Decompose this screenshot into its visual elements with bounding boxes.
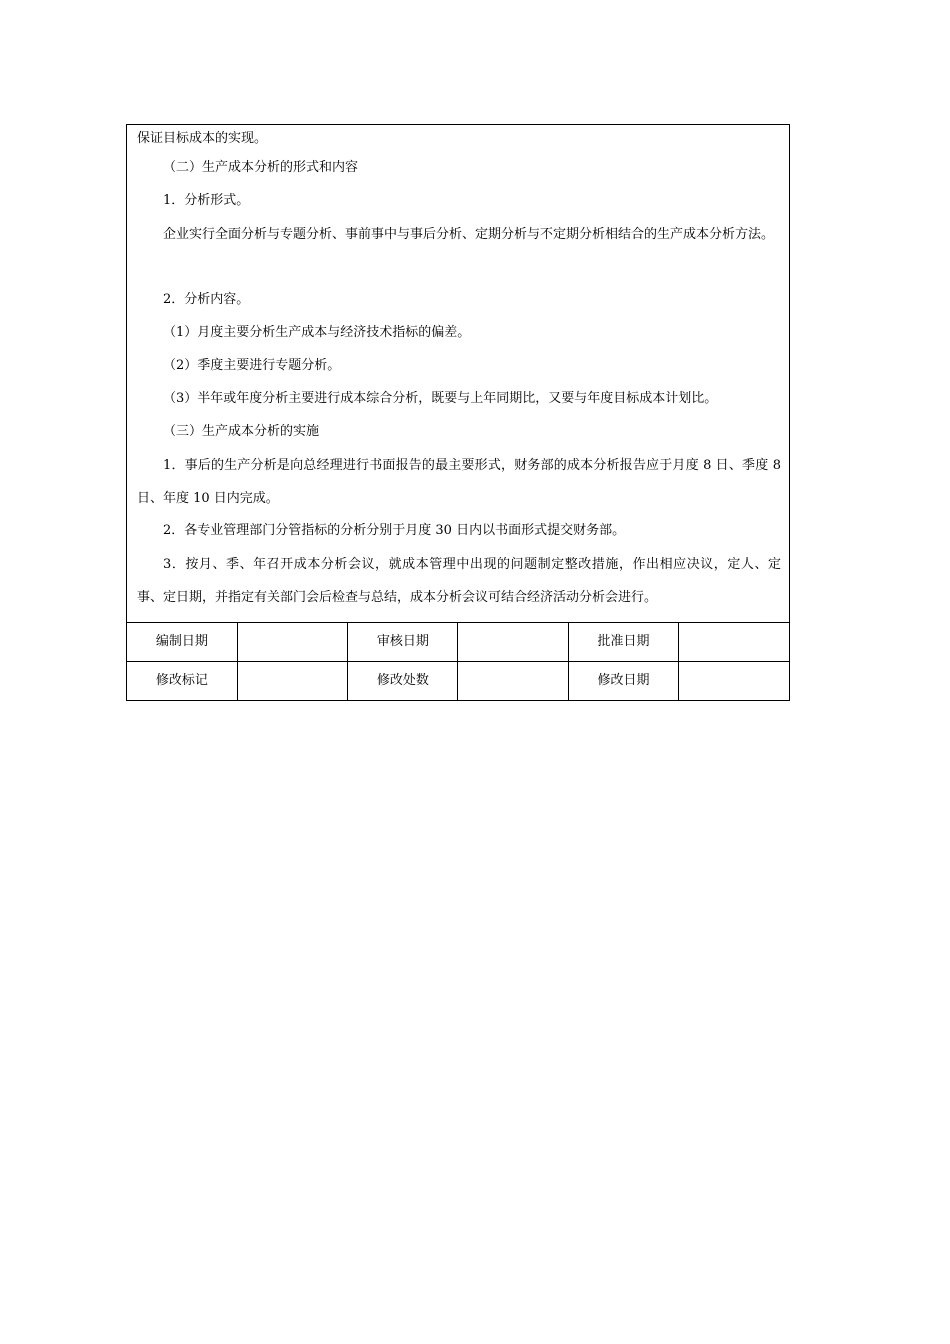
revision-count-field[interactable]: [458, 662, 568, 701]
revision-mark-label: 修改标记: [127, 662, 237, 701]
list-item-monthly: （1）月度主要分析生产成本与经济技术指标的偏差。: [163, 325, 471, 340]
section-heading-form-content: （二）生产成本分析的形式和内容: [163, 160, 359, 175]
signoff-table: [127, 622, 789, 700]
paragraph-analysis-method: 企业实行全面分析与专题分析、事前事中与事后分析、定期分析与不定期分析相结合的生产成本分析方法。: [163, 227, 775, 242]
signoff-row-revision: [127, 662, 789, 701]
reviewed-date-label: 审核日期: [348, 623, 458, 662]
list-item-quarterly: （2）季度主要进行专题分析。: [163, 358, 341, 373]
compiled-date-field[interactable]: [237, 623, 347, 662]
paragraph-report-deadline: 1．事后的生产分析是向总经理进行书面报告的最主要形式，财务部的成本分析报告应于月度 8 日、季度 8 日、年度 10 日内完成。: [137, 458, 781, 506]
subheading-analysis-form: 1．分析形式。: [163, 193, 250, 208]
subheading-analysis-content: 2．分析内容。: [163, 292, 250, 307]
revision-date-field[interactable]: [679, 662, 789, 701]
revision-date-label: 修改日期: [568, 662, 678, 701]
approved-date-label: 批准日期: [568, 623, 678, 662]
document-frame: [126, 124, 790, 701]
paragraph-continuation: 保证目标成本的实现。: [137, 131, 268, 146]
revision-mark-field[interactable]: [237, 662, 347, 701]
approved-date-field[interactable]: [679, 623, 789, 662]
paragraph-department-submission: 2．各专业管理部门分管指标的分析分别于月度 30 日内以书面形式提交财务部。: [163, 523, 626, 538]
section-heading-implementation: （三）生产成本分析的实施: [163, 424, 320, 439]
document-body: [127, 125, 789, 614]
revision-count-label: 修改处数: [348, 662, 458, 701]
reviewed-date-field[interactable]: [458, 623, 568, 662]
paragraph-analysis-meeting: 3．按月、季、年召开成本分析会议，就成本管理中出现的问题制定整改措施，作出相应决议，定人、定事、定日期，并指定有关部门会后检查与总结，成本分析会议可结合经济活动分析会进行。: [137, 557, 781, 605]
compiled-date-label: 编制日期: [127, 623, 237, 662]
signoff-row-approval: [127, 623, 789, 662]
list-item-half-year: （3）半年或年度分析主要进行成本综合分析，既要与上年同期比，又要与年度目标成本计划比。: [163, 391, 718, 406]
